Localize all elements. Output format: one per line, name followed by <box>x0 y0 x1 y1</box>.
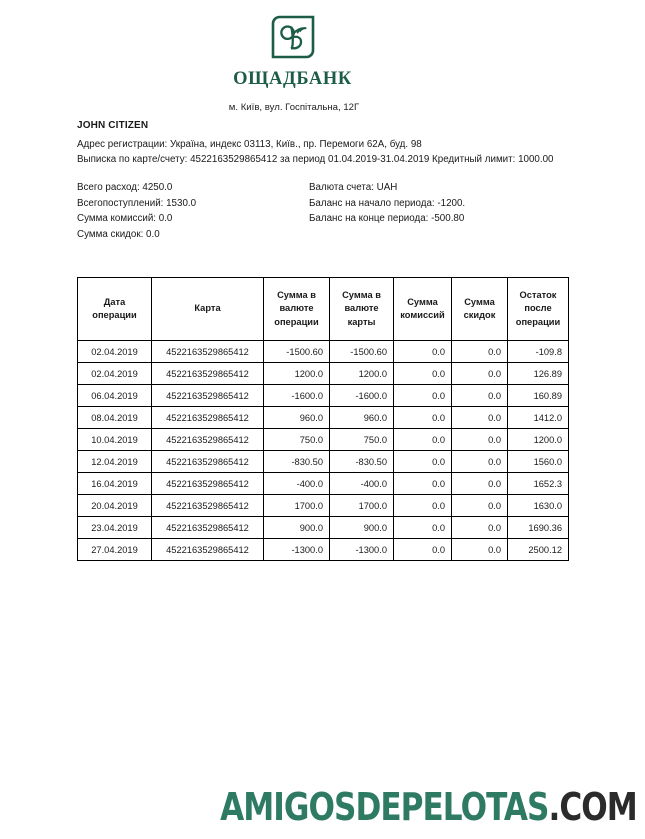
site-watermark <box>116 787 645 827</box>
cell-date: 06.04.2019 <box>78 385 152 407</box>
customer-registration-address: Адрес регистрации: Україна, индекс 03113, Київ., пр. Перемоги 62А, буд. 98 <box>77 139 422 150</box>
cell-balance-after: 1412.0 <box>508 407 569 429</box>
table-row <box>78 341 569 363</box>
summary-total-income: Всегопоступлений: 1530.0 <box>77 197 197 209</box>
cell-card: 4522163529865412 <box>152 495 264 517</box>
statement-period-line: Выписка по карте/счету: 4522163529865412 за период 01.04.2019-31.04.2019 Кредитный лимит: 1000.00 <box>77 154 554 165</box>
cell-amount-card-currency: 900.0 <box>330 517 394 539</box>
cell-fee: 0.0 <box>394 407 452 429</box>
cell-amount-card-currency: -830.50 <box>330 451 394 473</box>
table-header-row <box>78 278 569 341</box>
watermark-tld-text: .COM <box>548 785 637 829</box>
cell-date: 20.04.2019 <box>78 495 152 517</box>
cell-amount-card-currency: 750.0 <box>330 429 394 451</box>
cell-amount-operation-currency: -1500.60 <box>264 341 330 363</box>
cell-date: 12.04.2019 <box>78 451 152 473</box>
summary-total-fees: Сумма комиссий: 0.0 <box>77 213 173 225</box>
cell-fee: 0.0 <box>394 363 452 385</box>
cell-amount-card-currency: 1200.0 <box>330 363 394 385</box>
transactions-table <box>77 277 569 561</box>
cell-date: 02.04.2019 <box>78 341 152 363</box>
cell-discount: 0.0 <box>452 539 508 561</box>
cell-date: 02.04.2019 <box>78 363 152 385</box>
cell-fee: 0.0 <box>394 517 452 539</box>
summary-total-expense: Всего расход: 4250.0 <box>77 182 173 193</box>
summary-column-right <box>309 180 577 242</box>
watermark-main-text: AMIGOSDEPELOTAS <box>220 785 549 829</box>
cell-fee: 0.0 <box>394 495 452 517</box>
cell-amount-card-currency: -400.0 <box>330 473 394 495</box>
table-row <box>78 407 569 429</box>
cell-amount-operation-currency: -1300.0 <box>264 539 330 561</box>
cell-balance-after: 1690.36 <box>508 517 569 539</box>
summary-opening-balance: Баланс на начало периода: -1200. <box>309 197 466 209</box>
cell-amount-card-currency: 960.0 <box>330 407 394 429</box>
cell-discount: 0.0 <box>452 517 508 539</box>
cell-fee: 0.0 <box>394 341 452 363</box>
statement-summary <box>77 180 577 242</box>
table-row <box>78 429 569 451</box>
cell-balance-after: 1630.0 <box>508 495 569 517</box>
column-header-amount-card-currency: Сумма в валюте карты <box>330 278 394 341</box>
table-row <box>78 473 569 495</box>
cell-discount: 0.0 <box>452 451 508 473</box>
cell-discount: 0.0 <box>452 385 508 407</box>
cell-discount: 0.0 <box>452 407 508 429</box>
column-header-fees: Сумма комиссий <box>394 278 452 341</box>
cell-amount-operation-currency: -830.50 <box>264 451 330 473</box>
cell-discount: 0.0 <box>452 473 508 495</box>
cell-balance-after: 126.89 <box>508 363 569 385</box>
cell-balance-after: 1652.3 <box>508 473 569 495</box>
column-header-card: Карта <box>152 278 264 341</box>
cell-card: 4522163529865412 <box>152 473 264 495</box>
cell-amount-operation-currency: 960.0 <box>264 407 330 429</box>
cell-balance-after: 1200.0 <box>508 429 569 451</box>
cell-fee: 0.0 <box>394 539 452 561</box>
table-row <box>78 363 569 385</box>
cell-amount-card-currency: -1300.0 <box>330 539 394 561</box>
summary-column-left <box>77 180 309 242</box>
summary-total-discounts: Сумма скидок: 0.0 <box>77 228 160 240</box>
summary-account-currency: Валюта счета: UAH <box>309 182 398 193</box>
cell-fee: 0.0 <box>394 473 452 495</box>
cell-date: 27.04.2019 <box>78 539 152 561</box>
cell-card: 4522163529865412 <box>152 451 264 473</box>
summary-closing-balance: Баланс на конце периода: -500.80 <box>309 213 465 225</box>
cell-card: 4522163529865412 <box>152 429 264 451</box>
cell-date: 16.04.2019 <box>78 473 152 495</box>
cell-balance-after: -109.8 <box>508 341 569 363</box>
cell-discount: 0.0 <box>452 429 508 451</box>
cell-discount: 0.0 <box>452 363 508 385</box>
cell-card: 4522163529865412 <box>152 385 264 407</box>
cell-amount-operation-currency: 1700.0 <box>264 495 330 517</box>
column-header-date: Дата операции <box>78 278 152 341</box>
cell-date: 10.04.2019 <box>78 429 152 451</box>
table-row <box>78 517 569 539</box>
cell-amount-card-currency: -1600.0 <box>330 385 394 407</box>
cell-card: 4522163529865412 <box>152 363 264 385</box>
bank-logo <box>0 14 645 65</box>
cell-amount-operation-currency: -400.0 <box>264 473 330 495</box>
cell-card: 4522163529865412 <box>152 407 264 429</box>
cell-balance-after: 160.89 <box>508 385 569 407</box>
cell-balance-after: 1560.0 <box>508 451 569 473</box>
cell-discount: 0.0 <box>452 495 508 517</box>
table-row <box>78 385 569 407</box>
column-header-balance-after: Остаток после операции <box>508 278 569 341</box>
cell-discount: 0.0 <box>452 341 508 363</box>
bank-address: м. Київ, вул. Госпітальна, 12Г <box>228 102 360 113</box>
cell-balance-after: 2500.12 <box>508 539 569 561</box>
cell-date: 23.04.2019 <box>78 517 152 539</box>
table-row <box>78 495 569 517</box>
table-row <box>78 451 569 473</box>
cell-fee: 0.0 <box>394 385 452 407</box>
cell-amount-card-currency: -1500.60 <box>330 341 394 363</box>
cell-fee: 0.0 <box>394 451 452 473</box>
column-header-amount-operation-currency: Сумма в валюте операции <box>264 278 330 341</box>
bank-header <box>0 14 645 113</box>
cell-amount-operation-currency: 750.0 <box>264 429 330 451</box>
cell-card: 4522163529865412 <box>152 539 264 561</box>
cell-card: 4522163529865412 <box>152 341 264 363</box>
cell-amount-operation-currency: 1200.0 <box>264 363 330 385</box>
customer-name: JOHN CITIZEN <box>77 120 149 131</box>
column-header-discounts: Сумма скидок <box>452 278 508 341</box>
cell-amount-operation-currency: 900.0 <box>264 517 330 539</box>
bank-name: ОЩАДБАНК <box>233 69 352 89</box>
cell-amount-operation-currency: -1600.0 <box>264 385 330 407</box>
cell-card: 4522163529865412 <box>152 517 264 539</box>
table-row <box>78 539 569 561</box>
customer-block <box>77 120 577 167</box>
cell-amount-card-currency: 1700.0 <box>330 495 394 517</box>
cell-fee: 0.0 <box>394 429 452 451</box>
cell-date: 08.04.2019 <box>78 407 152 429</box>
oschadbank-leaf-logo-icon <box>270 14 316 60</box>
